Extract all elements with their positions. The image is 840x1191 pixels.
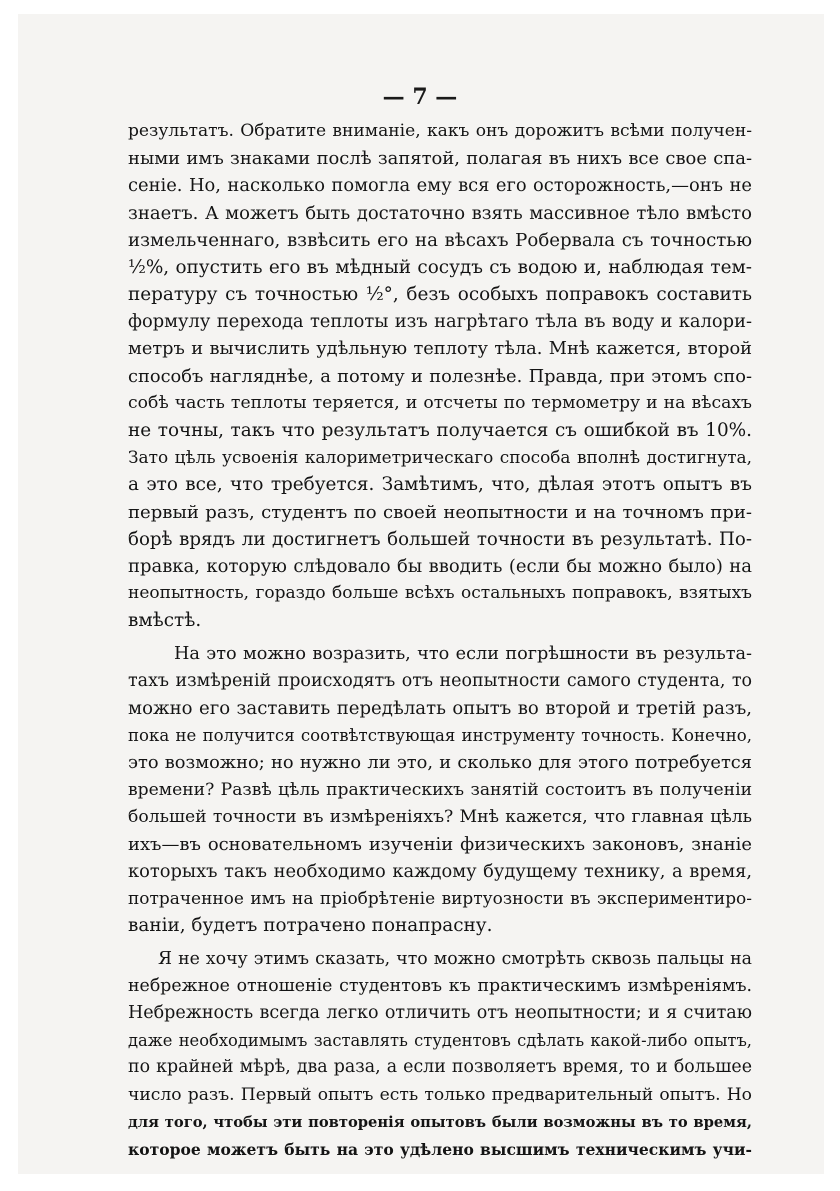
body-text: [128, 118, 752, 1163]
text-line: не точны, такъ что результатъ получается съ ошибкой въ 10%.: [128, 420, 752, 442]
text-line: потраченное имъ на пріобрѣтеніе виртуозности въ экспериментиро-: [128, 888, 752, 909]
text-line: формулу перехода теплоты изъ нагрѣтаго тѣла въ воду и калори-: [128, 311, 752, 333]
text-line: неопытность, гораздо больше всѣхъ остальныхъ поправокъ, взятыхъ: [128, 583, 752, 604]
text-line: знаетъ. А можетъ быть достаточно взять массивное тѣло вмѣсто: [128, 202, 752, 224]
text-line: число разъ. Первый опытъ есть только предварительный опытъ. Но: [128, 1084, 752, 1105]
text-line: правка, которую слѣдовало бы вводить (если бы можно было) на: [128, 556, 752, 577]
text-line: времени? Развѣ цѣль практическихъ занятій состоитъ въ полученіи: [128, 779, 752, 800]
text-line: Зато цѣль усвоенія калориметрическаго способа вполнѣ достигнута,: [128, 447, 752, 468]
text-line: которыхъ такъ необходимо каждому будущему технику, а время,: [128, 861, 752, 883]
text-line: это возможно; но нужно ли это, и сколько для этого потребуется: [128, 752, 752, 774]
text-line: пока не получится соотвѣтствующая инструменту точность. Конечно,: [128, 726, 752, 746]
paragraph-1: [128, 118, 752, 635]
text-line: вмѣстѣ.: [128, 610, 202, 632]
text-line: даже необходимымъ заставлять студентовъ сдѣлать какой-либо опытъ,: [128, 1031, 752, 1051]
text-line: ихъ—въ основательномъ изученіи физическихъ законовъ, знаніе: [128, 833, 752, 855]
text-line: первый разъ, студентъ по своей неопытности и на точномъ при-: [128, 501, 752, 523]
text-line: измельченнаго, взвѣсить его на вѣсахъ Робервала съ точностью: [128, 229, 752, 251]
text-line: способъ нагляднѣе, а потому и полезнѣе. Правда, при этомъ спо-: [128, 365, 752, 387]
text-line: тахъ измѣреній происходятъ отъ неопытности самого студента, то: [128, 670, 752, 691]
text-line: сеніе. Но, насколько помогла ему вся его осторожность,—онъ не: [128, 175, 752, 197]
text-line: можно его заставить передѣлать опытъ во второй и третій разъ,: [128, 697, 752, 719]
text-line: большей точности въ измѣреніяхъ? Мнѣ кажется, что главная цѣль: [128, 806, 752, 827]
page-number: — 7 —: [382, 84, 458, 110]
text-line: ваніи, будетъ потрачено понапрасну.: [128, 915, 493, 937]
text-line: результатъ. Обратите вниманіе, какъ онъ дорожитъ всѣми получен-: [128, 121, 752, 141]
text-line: метръ и вычислить удѣльную теплоту тѣла. Мнѣ кажется, второй: [128, 338, 752, 359]
text-line: для того, чтобы эти повторенія опытовъ были возможны въ то время,: [128, 1113, 752, 1131]
text-line: которое можетъ быть на это удѣлено высшимъ техническимъ учи-: [128, 1139, 752, 1159]
text-line: собѣ часть теплоты теряется, и отсчеты по термометру и на вѣсахъ: [128, 392, 752, 413]
text-line: ½%, опустить его въ мѣдный сосудъ съ водою и, наблюдая тем-: [128, 256, 752, 278]
text-line: Небрежность всегда легко отличить отъ неопытности; и я считаю: [128, 1003, 752, 1023]
paragraph-3: [128, 946, 752, 1164]
text-line: а это все, что требуется. Замѣтимъ, что, дѣлая этотъ опытъ въ: [128, 474, 752, 496]
text-line: пературу съ точностью ½°, безъ особыхъ поправокъ составить: [128, 284, 752, 306]
text-line: На это можно возразить, что если погрѣшности въ результа-: [174, 643, 752, 664]
text-line: небрежное отношеніе студентовъ къ практическимъ измѣреніямъ.: [128, 975, 752, 996]
text-line: борѣ врядъ ли достигнетъ большей точности въ результатѣ. По-: [128, 528, 752, 550]
paragraph-2: [128, 641, 752, 940]
text-line: по крайней мѣрѣ, два раза, а если позволяетъ время, то и большее: [128, 1057, 752, 1078]
text-line: Я не хочу этимъ сказать, что можно смотрѣть сквозь пальцы на: [158, 948, 752, 969]
text-line: ными имъ знаками послѣ запятой, полагая въ нихъ все свое спа-: [128, 148, 752, 170]
